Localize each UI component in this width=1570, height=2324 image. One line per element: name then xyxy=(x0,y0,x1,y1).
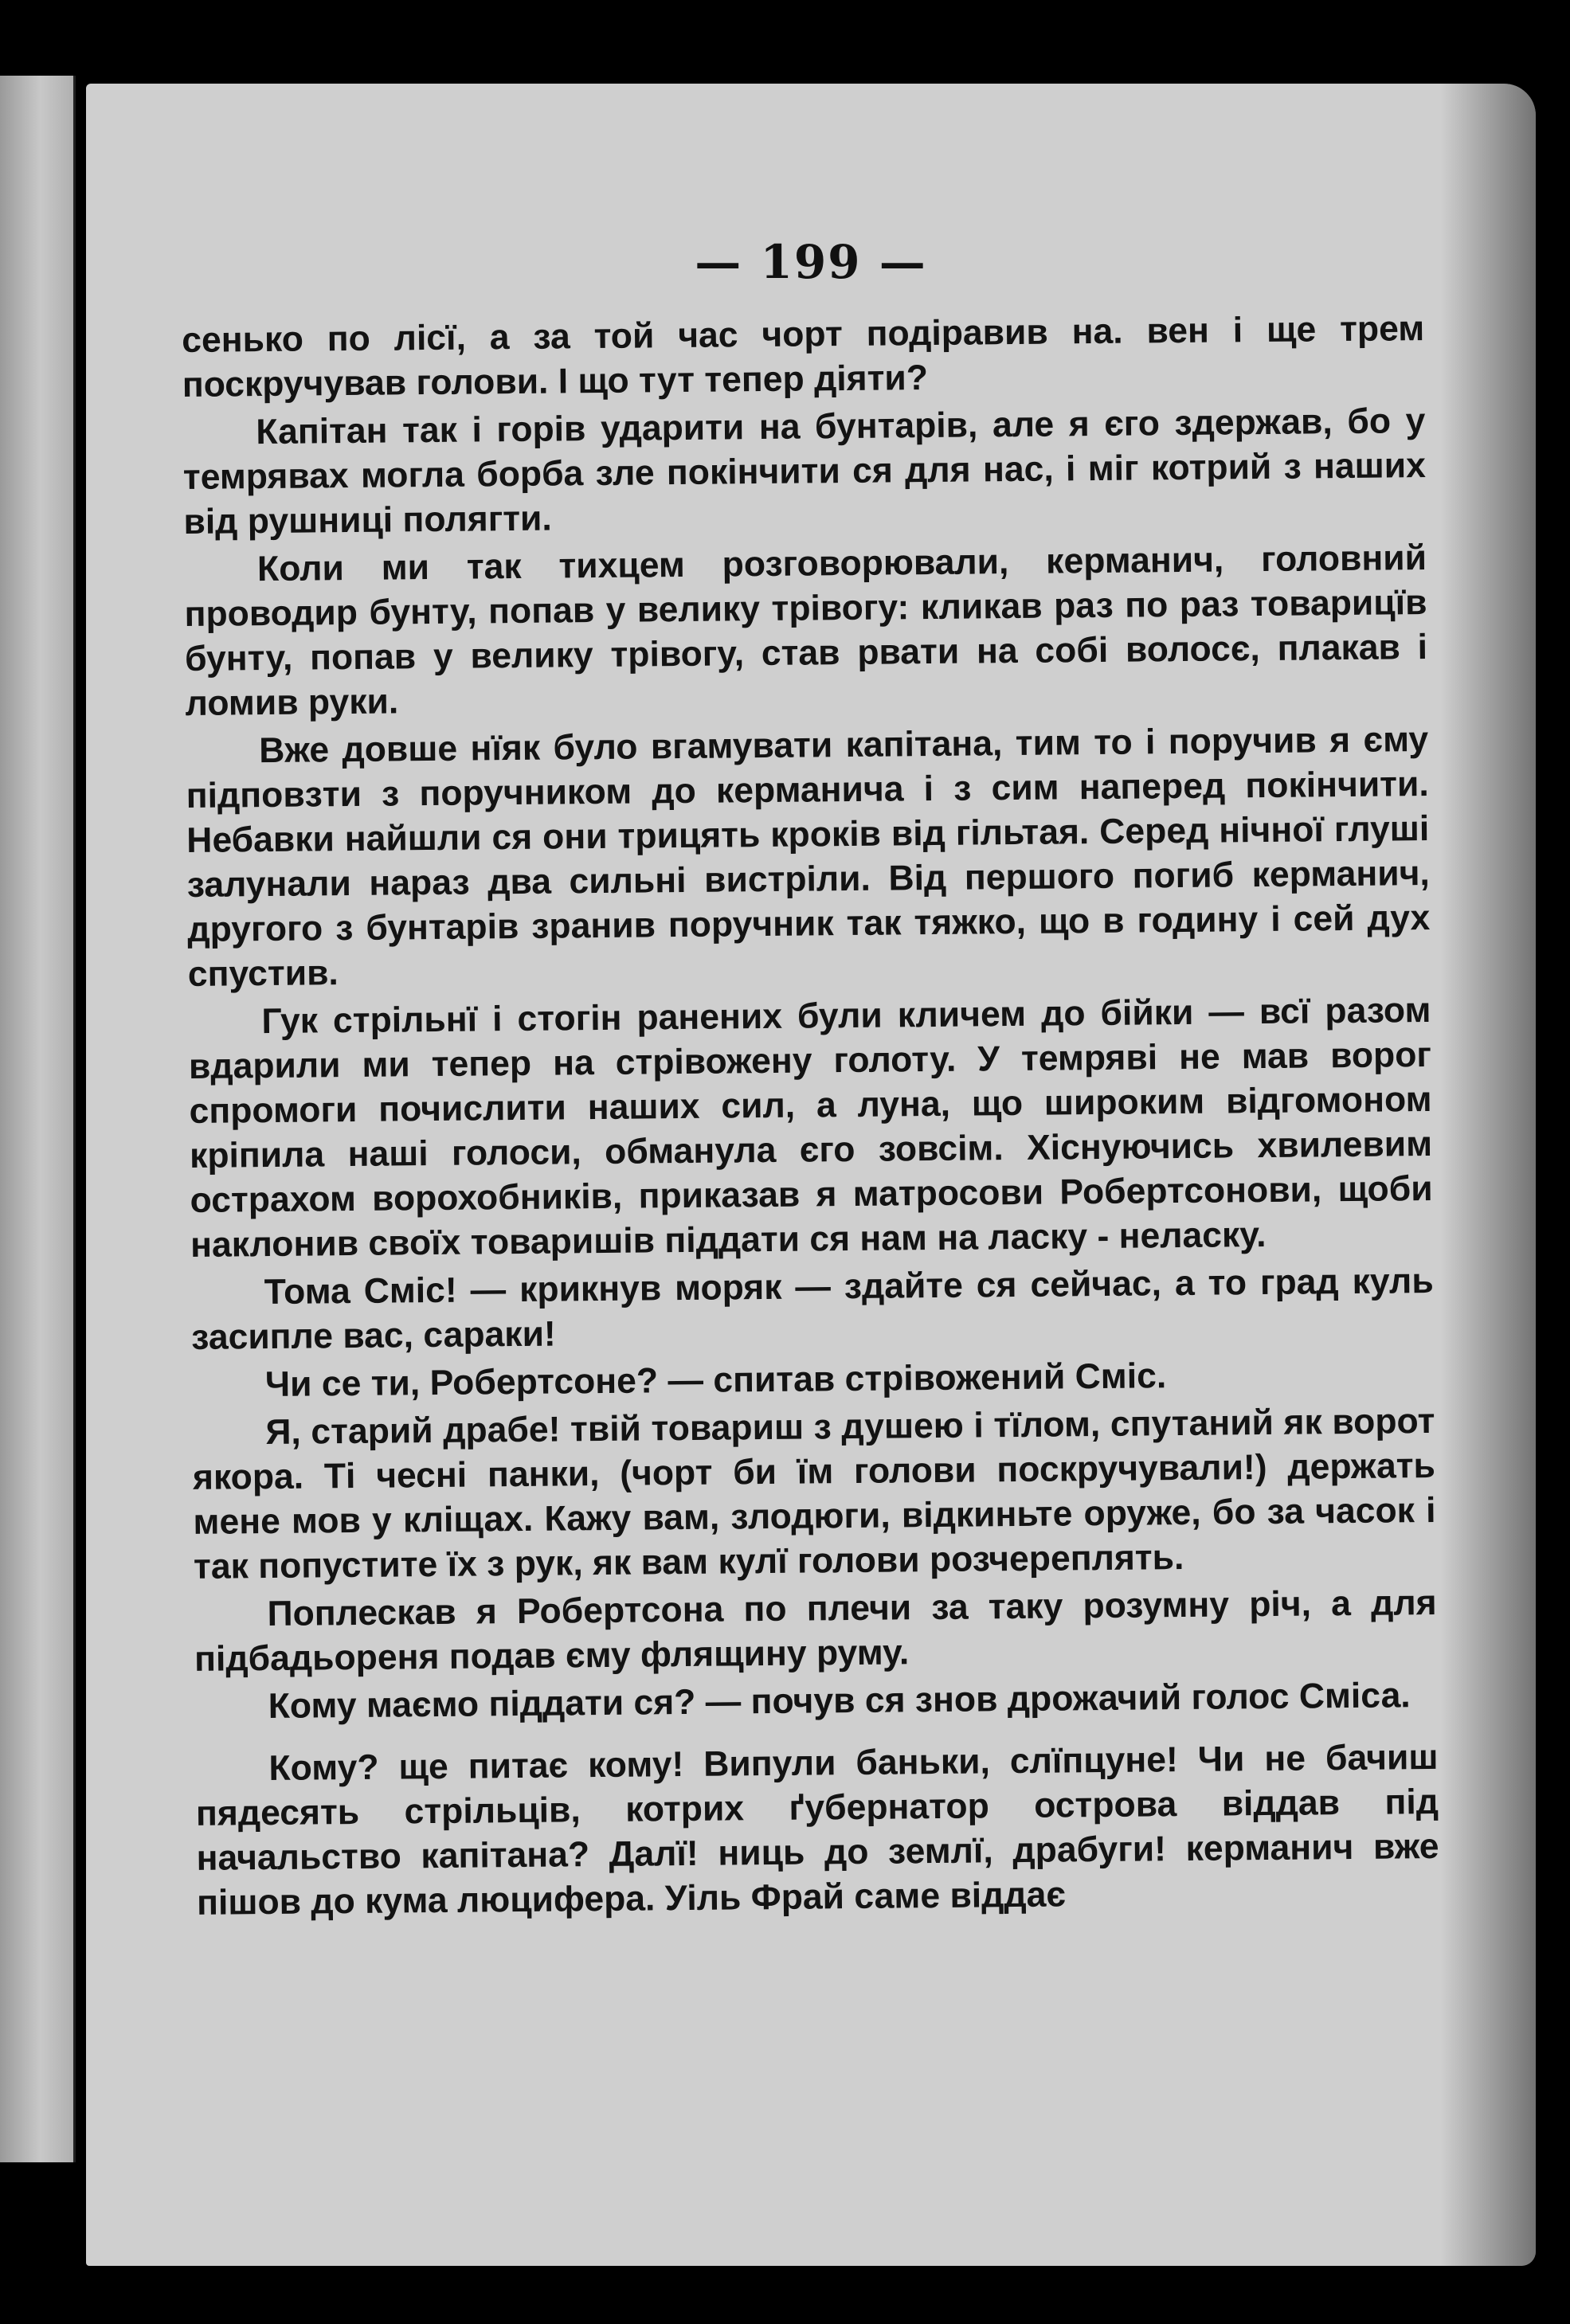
paragraph: Поплескав я Робертсона по плечи за таку розумну річ, а для підбадьореня подав єму флящину руму. xyxy=(194,1583,1437,1679)
paragraph: сенько по лісї, а за той час чорт подіравив на. вен і ще трем поскручував голови. І що тут тепер діяти? xyxy=(182,309,1425,405)
paragraph: Чи се ти, Робертсоне? — спитав стрівожений Сміс. xyxy=(264,1356,1167,1405)
paragraph: Капітан так і горів ударити на бунтарів, але я єго здержав, бо у темрявах могла борба зле покінчити ся для нас, і міг котрий з наших від рушниці полягти. xyxy=(182,401,1427,542)
body-text xyxy=(182,307,1439,1929)
paragraph: Кому маємо піддати ся? — почув ся знов дрожачий голос Сміса. xyxy=(268,1676,1411,1727)
paragraph: Я, старий драбе! твій товариш з душею і тїлом, спутаний як ворот якора. Ті чесні панки, (чорт би їм голови поскручували!) держать мене мов у кліщах. Кажу вам, злодюги, відкиньте оруже, бо за часок і так попустите їх з рук, як вам кулї голови розчереплять. xyxy=(192,1401,1436,1587)
paragraph: Вже довше нїяк було вгамувати капітана, тим то і поручив я єму підповзти з поручником до керманича і з сим наперед покінчити. Небавки найшли ся они трицять кроків від гільтая. Серед нічної глуші залунали нараз два сильні вистріли. Від першого погиб керманич, другого з бунтарів зранив поручник так тяжко, що в годину і сей дух спустив. xyxy=(186,720,1431,994)
page-number: — 199 — xyxy=(695,235,927,289)
paragraph: Кому? ще питає кому! Випули баньки, слїпцуне! Чи не бачиш пядесять стрільців, котрих ґубернатор острова віддав під начальство капітана? Далї! ниць до землї, драбуги! керманич вже пішов до кума люцифера. Уіль Фрай саме віддає xyxy=(195,1737,1439,1923)
paragraph: Коли ми так тихцем розговорювали, керманич, головний проводир бунту, попав у велику трівогу: кликав раз по раз товарицїв бунту, попав у велику трівогу, став рвати на собі волосє, плакав і ломив руки. xyxy=(184,538,1428,723)
page-gutter-shadow xyxy=(1440,84,1536,2266)
paragraph: Тома Сміс! — крикнув моряк — здайте ся сейчас, а то град куль засипле вас, сараки! xyxy=(191,1261,1434,1357)
facing-page-edge xyxy=(0,76,76,2162)
book-page xyxy=(86,84,1536,2266)
paragraph: Гук стрільнї і стогін ранених були кличем до бійки — всї разом вдарили ми тепер на стрівожену голоту. У темряві не мав ворог спромоги почислити наших сил, а луна, що широким відгомоном кріпила наші голоси, обманула єго зовсім. Хіснуючись хвилевим острахом ворохобників, приказав я матросови Робертсонови, щоби наклонив своїх товаришів піддати ся нам на ласку - неласку. xyxy=(188,990,1433,1265)
